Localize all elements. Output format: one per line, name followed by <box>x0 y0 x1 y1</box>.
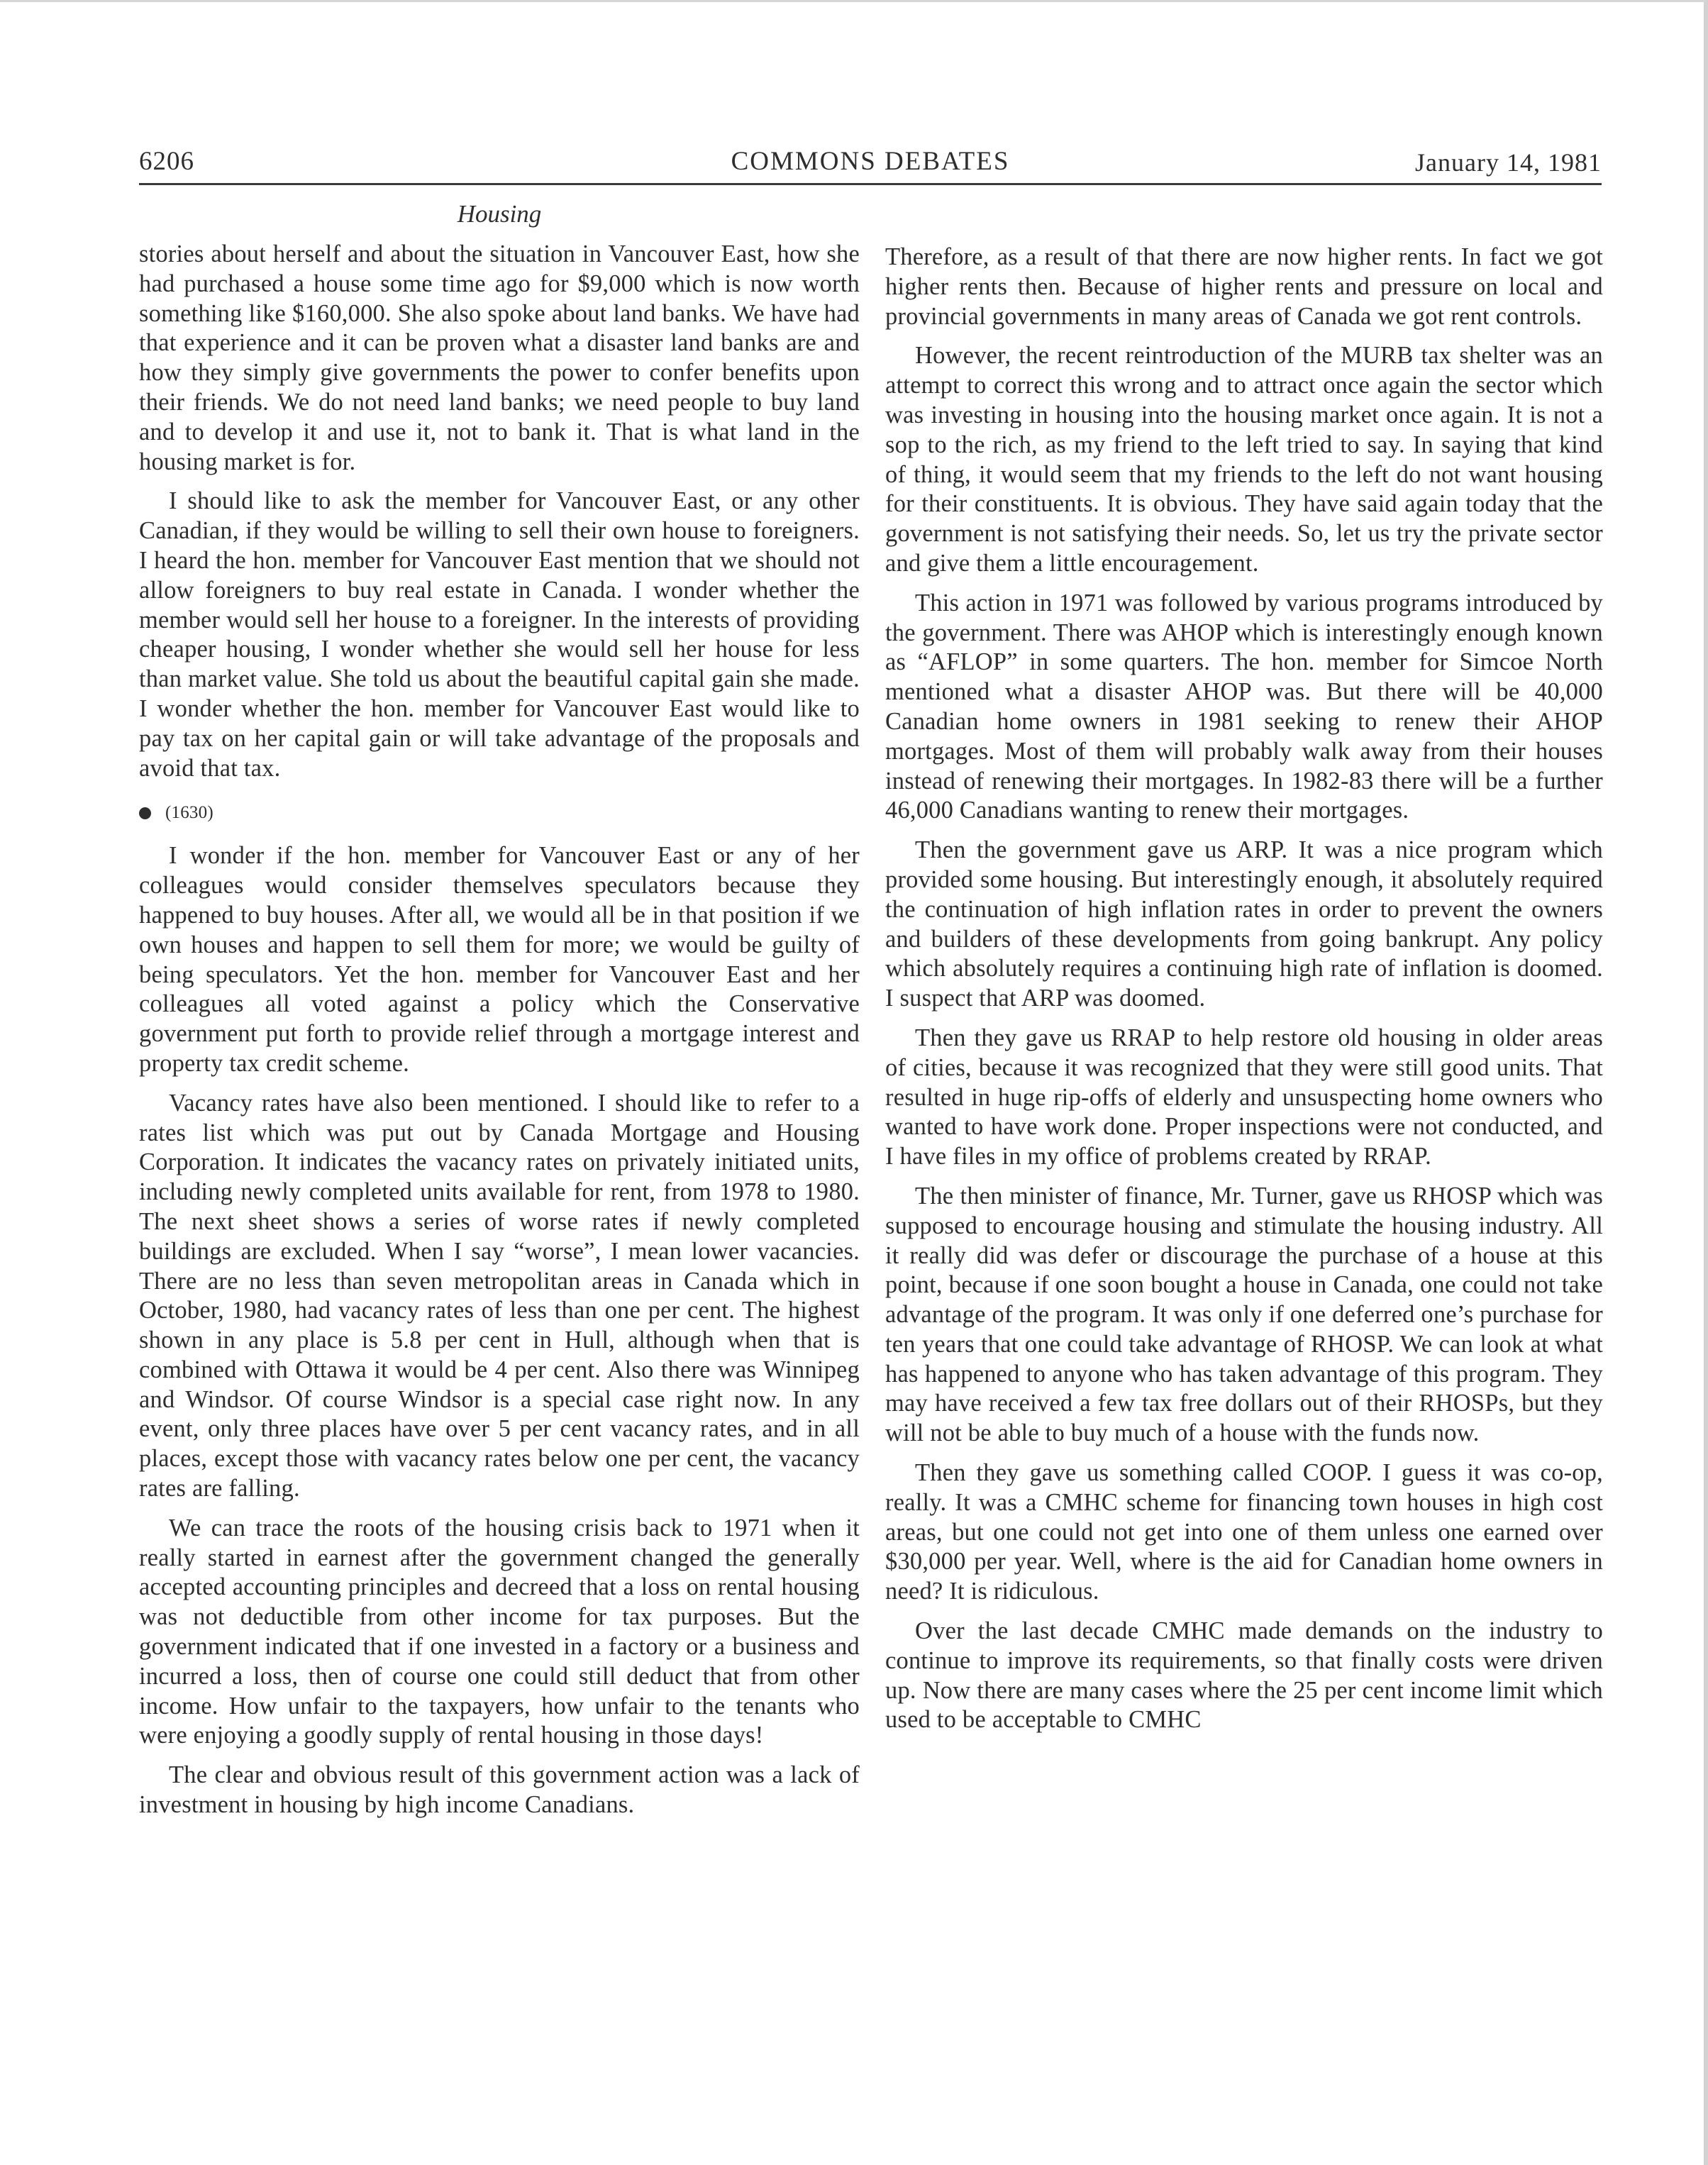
paragraph: Vacancy rates have also been mentioned. I should like to refer to a rates list which was put out by Canada Mortgage and Housing Corporation. It indicates the vacancy rates on privately initiated units, including newly completed units available for rent, from 1978 to 1980. The next sheet shows a series of worse rates if newly completed buildings are excluded. When I say “worse”, I mean lower vacancies. There are no less than seven metropolitan areas in Canada which in October, 1980, had vacancy rates of less than one per cent. The highest shown in any place is 5.8 per cent in Hull, although when that is combined with Ottawa it would be 4 per cent. Also there was Winnipeg and Windsor. Of course Windsor is a special case right now. In any event, only three places have over 5 per cent vacancy rates, and in all places, except those with vacancy rates below one per cent, the vacancy rates are falling. <box>139 1089 860 1502</box>
right-column <box>885 243 1603 1745</box>
page-header <box>139 142 1602 185</box>
publication-title: COMMONS DEBATES <box>731 147 1010 176</box>
paragraph: Then they gave us RRAP to help restore old housing in older areas of cities, because it was recognized that they were still good units. That resulted in huge rip-offs of elderly and unsuspecting home owners who wanted to have work done. Proper inspections were not conducted, and I have files in my office of problems created by RRAP. <box>885 1024 1603 1170</box>
paragraph: Then they gave us something called COOP. I guess it was co-op, really. It was a CMHC scheme for financing town houses in high cost areas, but one could not get into one of them unless one earned over $30,000 per year. Well, where is the aid for Canadian home owners in need? It is ridiculous. <box>885 1459 1603 1605</box>
paragraph: Then the government gave us ARP. It was a nice program which provided some housing. But interestingly enough, it absolutely required the continuation of high inflation rates in order to prevent the owners and builders of these developments from going bankrupt. Any policy which absolutely requires a continuing high rate of inflation is doomed. I suspect that ARP was doomed. <box>885 836 1603 1012</box>
paragraph: stories about herself and about the situation in Vancouver East, how she had purchased a house some time ago for $9,000 which is now worth something like $160,000. She also spoke about land banks. We have had that experience and it can be proven what a disaster land banks are and how they simply give governments the power to confer benefits upon their friends. We do not need land banks; we need people to buy land and to develop it and use it, not to bank it. That is what land in the housing market is for. <box>139 240 860 475</box>
paragraph: However, the recent reintroduction of the MURB tax shelter was an attempt to correct this wrong and to attract once again the sector which was investing in housing into the housing market once again. It is not a sop to the rich, as my friend to the left tried to say. In saying that kind of thing, it would seem that my friends to the left do not want housing for their constituents. It is obvious. They have said again today that the government is not satisfying their needs. So, let us try the private sector and give them a little encouragement. <box>885 342 1603 577</box>
paragraph: I wonder if the hon. member for Vancouver East or any of her colleagues would consider themselves speculators because they happened to buy houses. After all, we would all be in that position if we own houses and happen to sell them for more; we would be guilty of being speculators. Yet the hon. member for Vancouver East and her colleagues all voted against a policy which the Conservative government put forth to provide relief through a mortgage interest and property tax credit scheme. <box>139 842 860 1077</box>
page-number: 6206 <box>139 147 194 176</box>
bullet-icon <box>139 807 151 819</box>
paragraph: Therefore, as a result of that there are now higher rents. In fact we got higher rents then. Because of higher rents and pressure on local and provincial governments in many areas of Canada we got rent controls. <box>885 243 1603 330</box>
section-title: Housing <box>457 200 542 228</box>
left-column <box>139 240 860 1830</box>
paragraph: Over the last decade CMHC made demands on the industry to continue to improve its requirements, so that finally costs were driven up. Now there are many cases where the 25 per cent income limit which used to be acceptable to CMHC <box>885 1617 1603 1734</box>
paragraph: We can trace the roots of the housing crisis back to 1971 when it really started in earnest after the government changed the generally accepted accounting principles and decreed that a loss on rental housing was not deductible from other income for tax purposes. But the government indicated that if one invested in a factory or a business and incurred a loss, then of course one could still deduct that from other income. How unfair to the taxpayers, how unfair to the tenants who were enjoying a goodly supply of rental housing in those days! <box>139 1514 860 1749</box>
time-marker <box>139 799 860 827</box>
paragraph: The clear and obvious result of this government action was a lack of investment in housing by high income Canadians. <box>139 1761 860 1819</box>
paragraph: This action in 1971 was followed by various programs introduced by the government. There was AHOP which is interestingly enough known as “AFLOP” in some quarters. The hon. member for Simcoe North mentioned what a disaster AHOP was. But there will be 40,000 Canadian home owners in 1981 seeking to renew their AHOP mortgages. Most of them will probably walk away from their houses instead of renewing their mortgages. In 1982-83 there will be a further 46,000 Canadians wanting to renew their mortgages. <box>885 589 1603 824</box>
time-marker-label: (1630) <box>165 803 214 823</box>
paragraph: The then minister of finance, Mr. Turner, gave us RHOSP which was supposed to encourage housing and stimulate the housing industry. All it really did was defer or discourage the purchase of a house at this point, because if one soon bought a house in Canada, one could not take advantage of the program. It was only if one deferred one’s purchase for ten years that one could take advantage of RHOSP. We can look at what has happened to anyone who has taken advantage of this program. They may have received a few tax free dollars out of their RHOSPs, but they will not be able to buy much of a house with the funds now. <box>885 1182 1603 1447</box>
paragraph: I should like to ask the member for Vancouver East, or any other Canadian, if they would be willing to sell their own house to foreigners. I heard the hon. member for Vancouver East mention that we should not allow foreigners to buy real estate in Canada. I wonder whether the member would sell her house to a foreigner. In the interests of providing cheaper housing, I wonder whether she would sell her house for less than market value. She told us about the beautiful capital gain she made. I wonder whether the hon. member for Vancouver East would like to pay tax on her capital gain or will take advantage of the proposals and avoid that tax. <box>139 487 860 782</box>
publication-date: January 14, 1981 <box>1415 148 1602 177</box>
